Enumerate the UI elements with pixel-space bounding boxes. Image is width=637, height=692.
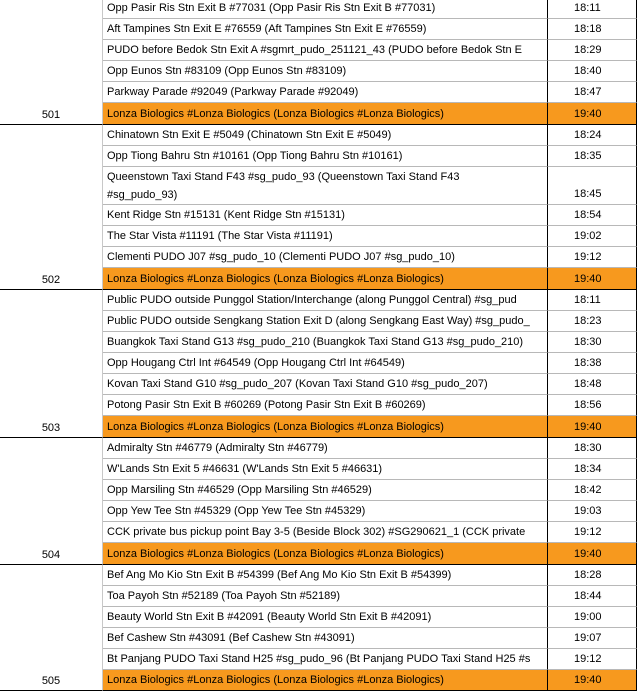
destination-time-cell[interactable]: 19:40 <box>548 543 637 565</box>
stop-name-cell[interactable]: Queenstown Taxi Stand F43 #sg_pudo_93 (Queenstown Taxi Stand F43 #sg_pudo_93) <box>103 167 548 205</box>
stop-name-cell[interactable]: W'Lands Stn Exit 5 #46631 (W'Lands Stn Exit 5 #46631) <box>103 459 548 480</box>
stop-name-cell[interactable]: Parkway Parade #92049 (Parkway Parade #92049) <box>103 82 548 103</box>
pickup-time-cell[interactable]: 18:28 <box>548 565 637 586</box>
pickup-time-cell[interactable]: 18:18 <box>548 19 637 40</box>
pickup-time-cell[interactable]: 18:45 <box>548 167 637 205</box>
stop-name-cell[interactable]: PUDO before Bedok Stn Exit A #sgmrt_pudo_251121_43 (PUDO before Bedok Stn E <box>103 40 548 61</box>
stop-name-cell[interactable]: Opp Hougang Ctrl Int #64549 (Opp Hougang Ctrl Int #64549) <box>103 353 548 374</box>
stop-name-cell[interactable]: Aft Tampines Stn Exit E #76559 (Aft Tampines Stn Exit E #76559) <box>103 19 548 40</box>
pickup-time-cell[interactable]: 18:38 <box>548 353 637 374</box>
pickup-time-cell[interactable]: 18:44 <box>548 586 637 607</box>
stop-name-cell[interactable]: Clementi PUDO J07 #sg_pudo_10 (Clementi PUDO J07 #sg_pudo_10) <box>103 247 548 268</box>
pickup-time-cell[interactable]: 18:56 <box>548 395 637 416</box>
stop-name-cell[interactable]: Opp Eunos Stn #83109 (Opp Eunos Stn #83109) <box>103 61 548 82</box>
route-number: 502 <box>41 274 61 286</box>
destination-time-cell[interactable]: 19:40 <box>548 670 637 691</box>
route-number: 503 <box>41 422 61 434</box>
pickup-time-cell[interactable]: 18:47 <box>548 82 637 103</box>
pickup-time-cell[interactable]: 19:07 <box>548 628 637 649</box>
stop-name-cell[interactable]: Bef Ang Mo Kio Stn Exit B #54399 (Bef Ang Mo Kio Stn Exit B #54399) <box>103 565 548 586</box>
pickup-time-cell[interactable]: 18:24 <box>548 125 637 146</box>
stop-name-cell[interactable]: Bef Cashew Stn #43091 (Bef Cashew Stn #43091) <box>103 628 548 649</box>
route-number-cell[interactable] <box>0 0 103 125</box>
destination-stop-cell[interactable]: Lonza Biologics #Lonza Biologics (Lonza Biologics #Lonza Biologics) <box>103 543 548 565</box>
pickup-time-cell[interactable]: 19:02 <box>548 226 637 247</box>
stop-name-cell[interactable]: Public PUDO outside Sengkang Station Exit D (along Sengkang East Way) #sg_pudo_ <box>103 311 548 332</box>
pickup-time-cell[interactable]: 19:00 <box>548 607 637 628</box>
pickup-time-cell[interactable]: 18:29 <box>548 40 637 61</box>
pickup-time-cell[interactable]: 18:42 <box>548 480 637 501</box>
stop-name-cell[interactable]: Beauty World Stn Exit B #42091 (Beauty World Stn Exit B #42091) <box>103 607 548 628</box>
destination-stop-cell[interactable]: Lonza Biologics #Lonza Biologics (Lonza Biologics #Lonza Biologics) <box>103 416 548 438</box>
destination-stop-cell[interactable]: Lonza Biologics #Lonza Biologics (Lonza Biologics #Lonza Biologics) <box>103 670 548 691</box>
pickup-time-cell[interactable]: 18:48 <box>548 374 637 395</box>
stop-name-cell[interactable]: Potong Pasir Stn Exit B #60269 (Potong Pasir Stn Exit B #60269) <box>103 395 548 416</box>
destination-time-cell[interactable]: 19:40 <box>548 268 637 290</box>
stop-name-cell[interactable]: The Star Vista #11191 (The Star Vista #11191) <box>103 226 548 247</box>
pickup-time-cell[interactable]: 18:23 <box>548 311 637 332</box>
route-number-cell[interactable] <box>0 438 103 565</box>
stop-name-cell[interactable]: Kent Ridge Stn #15131 (Kent Ridge Stn #15131) <box>103 205 548 226</box>
pickup-time-cell[interactable]: 18:34 <box>548 459 637 480</box>
pickup-time-cell[interactable]: 18:54 <box>548 205 637 226</box>
stop-name-cell[interactable]: Opp Pasir Ris Stn Exit B #77031 (Opp Pasir Ris Stn Exit B #77031) <box>103 0 548 19</box>
stop-name-cell[interactable]: Kovan Taxi Stand G10 #sg_pudo_207 (Kovan Taxi Stand G10 #sg_pudo_207) <box>103 374 548 395</box>
stop-name-cell[interactable]: Toa Payoh Stn #52189 (Toa Payoh Stn #52189) <box>103 586 548 607</box>
stop-name-cell[interactable]: CCK private bus pickup point Bay 3-5 (Beside Block 302) #SG290621_1 (CCK private <box>103 522 548 543</box>
stop-name-cell[interactable]: Public PUDO outside Punggol Station/Interchange (along Punggol Central) #sg_pud <box>103 290 548 311</box>
route-number: 501 <box>41 109 61 121</box>
pickup-time-cell[interactable]: 18:30 <box>548 332 637 353</box>
stop-name-cell[interactable]: Bt Panjang PUDO Taxi Stand H25 #sg_pudo_96 (Bt Panjang PUDO Taxi Stand H25 #s <box>103 649 548 670</box>
destination-stop-cell[interactable]: Lonza Biologics #Lonza Biologics (Lonza Biologics #Lonza Biologics) <box>103 268 548 290</box>
stop-name-cell[interactable]: Chinatown Stn Exit E #5049 (Chinatown Stn Exit E #5049) <box>103 125 548 146</box>
destination-time-cell[interactable]: 19:40 <box>548 103 637 125</box>
route-number: 504 <box>41 549 61 561</box>
pickup-time-cell[interactable]: 19:12 <box>548 247 637 268</box>
stop-name-cell[interactable]: Opp Marsiling Stn #46529 (Opp Marsiling Stn #46529) <box>103 480 548 501</box>
route-number: 505 <box>41 675 61 687</box>
pickup-time-cell[interactable]: 18:30 <box>548 438 637 459</box>
route-number-cell[interactable] <box>0 565 103 691</box>
pickup-time-cell[interactable]: 19:03 <box>548 501 637 522</box>
pickup-time-cell[interactable]: 18:35 <box>548 146 637 167</box>
destination-time-cell[interactable]: 19:40 <box>548 416 637 438</box>
stop-name-cell[interactable]: Buangkok Taxi Stand G13 #sg_pudo_210 (Buangkok Taxi Stand G13 #sg_pudo_210) <box>103 332 548 353</box>
pickup-time-cell[interactable]: 18:11 <box>548 0 637 19</box>
pickup-time-cell[interactable]: 19:12 <box>548 649 637 670</box>
stop-name-cell[interactable]: Opp Tiong Bahru Stn #10161 (Opp Tiong Bahru Stn #10161) <box>103 146 548 167</box>
pickup-time-cell[interactable]: 18:40 <box>548 61 637 82</box>
route-number-cell[interactable] <box>0 125 103 290</box>
pickup-time-cell[interactable]: 18:11 <box>548 290 637 311</box>
stop-name-cell[interactable]: Opp Yew Tee Stn #45329 (Opp Yew Tee Stn #45329) <box>103 501 548 522</box>
destination-stop-cell[interactable]: Lonza Biologics #Lonza Biologics (Lonza Biologics #Lonza Biologics) <box>103 103 548 125</box>
pickup-time-cell[interactable]: 19:12 <box>548 522 637 543</box>
route-number-cell[interactable] <box>0 290 103 438</box>
stop-name-cell[interactable]: Admiralty Stn #46779 (Admiralty Stn #46779) <box>103 438 548 459</box>
